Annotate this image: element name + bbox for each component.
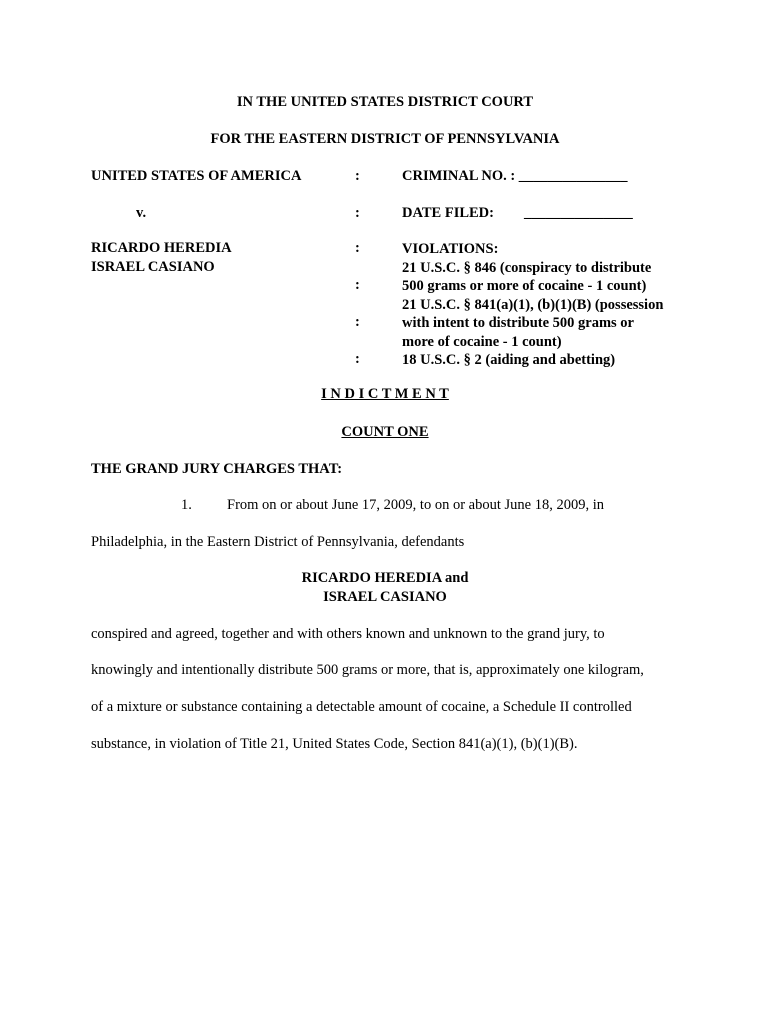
body-text-line: conspired and agreed, together and with others known and unknown to the grand jury, to — [91, 626, 605, 642]
violation-line: more of cocaine - 1 count) — [402, 333, 562, 350]
body-text-line: of a mixture or substance containing a detectable amount of cocaine, a Schedule II controlled — [91, 699, 632, 715]
defendant-name: RICARDO HEREDIA — [91, 240, 232, 256]
paragraph-text: From on or about June 17, 2009, to on or about June 18, 2009, in — [227, 497, 604, 513]
defendant-name: ISRAEL CASIANO — [91, 259, 215, 275]
violation-line: 21 U.S.C. § 846 (conspiracy to distribute — [402, 259, 652, 276]
violation-line: 21 U.S.C. § 841(a)(1), (b)(1)(B) (possession — [402, 296, 664, 313]
indictment-title: I N D I C T M E N T — [321, 386, 449, 402]
defendants-name-line: ISRAEL CASIANO — [323, 589, 447, 605]
violations-block — [402, 240, 663, 370]
violations-label: VIOLATIONS: — [402, 241, 499, 257]
caption-colon: : — [355, 240, 360, 256]
defendants-name-line: RICARDO HEREDIA and — [301, 570, 469, 586]
caption-colon: : — [355, 205, 360, 221]
criminal-number-label: CRIMINAL NO. : _______________ — [402, 168, 628, 184]
versus-text: v. — [136, 205, 147, 221]
date-filed-blank: _______________ — [524, 205, 633, 221]
court-heading: IN THE UNITED STATES DISTRICT COURT — [236, 94, 534, 110]
caption-colon: : — [355, 314, 360, 330]
paragraph-number: 1. — [181, 497, 192, 513]
count-title: COUNT ONE — [341, 424, 429, 440]
paragraph-text: Philadelphia, in the Eastern District of Pennsylvania, defendants — [91, 534, 465, 550]
caption-colon: : — [355, 351, 360, 367]
violation-line: 500 grams or more of cocaine - 1 count) — [402, 278, 647, 294]
district-heading: FOR THE EASTERN DISTRICT OF PENNSYLVANIA — [210, 131, 560, 147]
caption-colon: : — [355, 277, 360, 293]
date-filed-label: DATE FILED: — [402, 205, 494, 221]
body-text-line: substance, in violation of Title 21, United States Code, Section 841(a)(1), (b)(1)(B). — [91, 736, 578, 752]
plaintiff-name: UNITED STATES OF AMERICA — [91, 168, 302, 184]
body-text-line: knowingly and intentionally distribute 500 grams or more, that is, approximately one kilogram, — [91, 662, 644, 678]
charges-intro: THE GRAND JURY CHARGES THAT: — [91, 461, 343, 477]
caption-colon: : — [355, 168, 360, 184]
violation-line: 18 U.S.C. § 2 (aiding and abetting) — [402, 352, 616, 368]
violation-line: with intent to distribute 500 grams or — [402, 315, 634, 331]
